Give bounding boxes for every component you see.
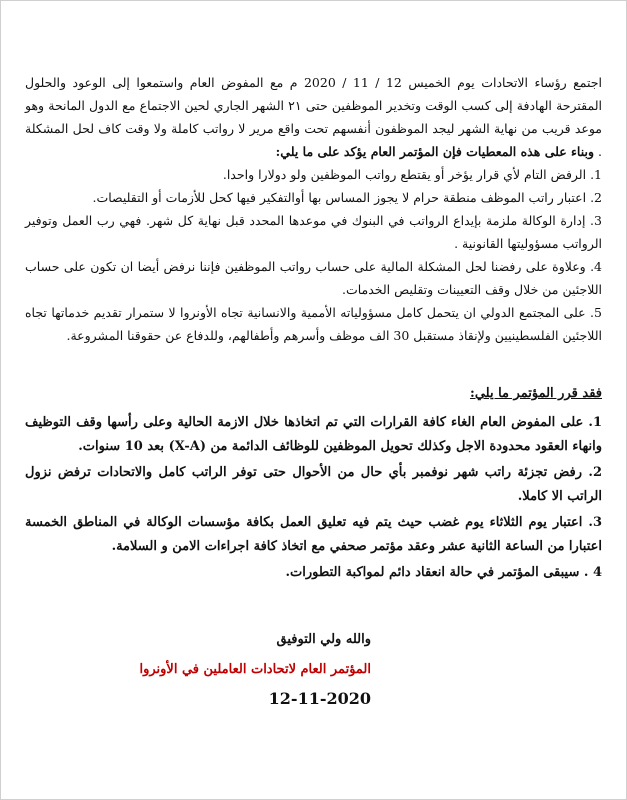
closing-greeting: والله ولي التوفيق [276,632,371,647]
point-3: 3. إدارة الوكالة ملزمة بإيداع الرواتب في البنوك في موعدها المحدد قبل نهاية كل شهر. فهي رب العمل وتوفير الرواتب مسؤوليتها القانونية . [25,213,602,251]
organization-name: المؤتمر العام لاتحادات العاملين في الأونروا [139,662,371,677]
intro-bold-text: وبناء على هذه المعطيات فإن المؤتمر العام يؤكد على ما يلي: [275,144,595,159]
decision-4: 4 . سيبقى المؤتمر في حالة انعقاد دائم لمواكبة التطورات. [285,565,602,580]
intro-text: اجتمع رؤساء الاتحادات يوم الخميس 12 / 11 / 2020 م مع المفوض العام واستمعوا إلى الوعود والحلول المقترحة الهادفة إلى كسب الوقت وتخدير الموظفين حتى ٢١ الشهر الجاري لحين الاجتماع مع الدول المانحة وهو موعد قريب من نهاية الشهر ليجد الموظفون أنفسهم تحت واقع مرير لا رواتب كاملة ولا وقت كاف لحل المشكلة . [25,75,602,159]
decision-1: 1. على المفوض العام الغاء كافة القرارات التي تم اتخاذها خلال الازمة الحالية وعلى رأسها وقف التوظيف وانهاء العقود محدودة الاجل وكذلك تحويل الموظفين للوظائف الدائمة من (X-A) بعد 10 سنوات. [25,415,602,454]
document-date: 12-11-2020 [268,689,371,708]
document-body [25,71,602,587]
decisions-title: فقد قرر المؤتمر ما يلي: [470,386,602,401]
point-1: 1. الرفض التام لأي قرار يؤخر أو يقتطع رواتب الموظفين ولو دولارا واحدا. [222,167,602,182]
decision-2: 2. رفض تجزئة راتب شهر نوفمبر بأي حال من الأحوال حتى توفر الراتب كامل والاتحادات ترفض نزول الراتب الا كاملا. [25,465,602,504]
intro-paragraph [25,71,602,163]
decision-3: 3. اعتبار يوم الثلاثاء يوم غضب حيث يتم فيه تعليق العمل بكافة مؤسسات الوكالة في المناطق الخمسة اعتبارا من الساعة الثانية عشر وعقد مؤتمر صحفي مع اتخاذ كافة اجراءات الامن و السلامة. [25,515,602,554]
point-5: 5. على المجتمع الدولي ان يتحمل كامل مسؤولياته الأممية والانسانية تجاه الأونروا لا ستمرار تقديم خدماتها تجاه اللاجئين الفلسطينيين ولإنقاذ مستقبل 30 الف موظف وأسرهم وأطفالهم، وللدفاع عن حقوقنا المشروعة. [25,305,602,343]
signature-block [71,629,371,711]
point-4: 4. وعلاوة على رفضنا لحل المشكلة المالية على حساب رواتب الموظفين فإننا نرفض أيضا ان تكون على حساب اللاجئين من خلال وقف التعيينات وتقليص الخدمات. [25,259,602,297]
point-2: 2. اعتبار راتب الموظف منطقة حرام لا يجوز المساس بها أوالتفكير فيها كحل للأزمات أو التقليصات. [92,190,602,205]
